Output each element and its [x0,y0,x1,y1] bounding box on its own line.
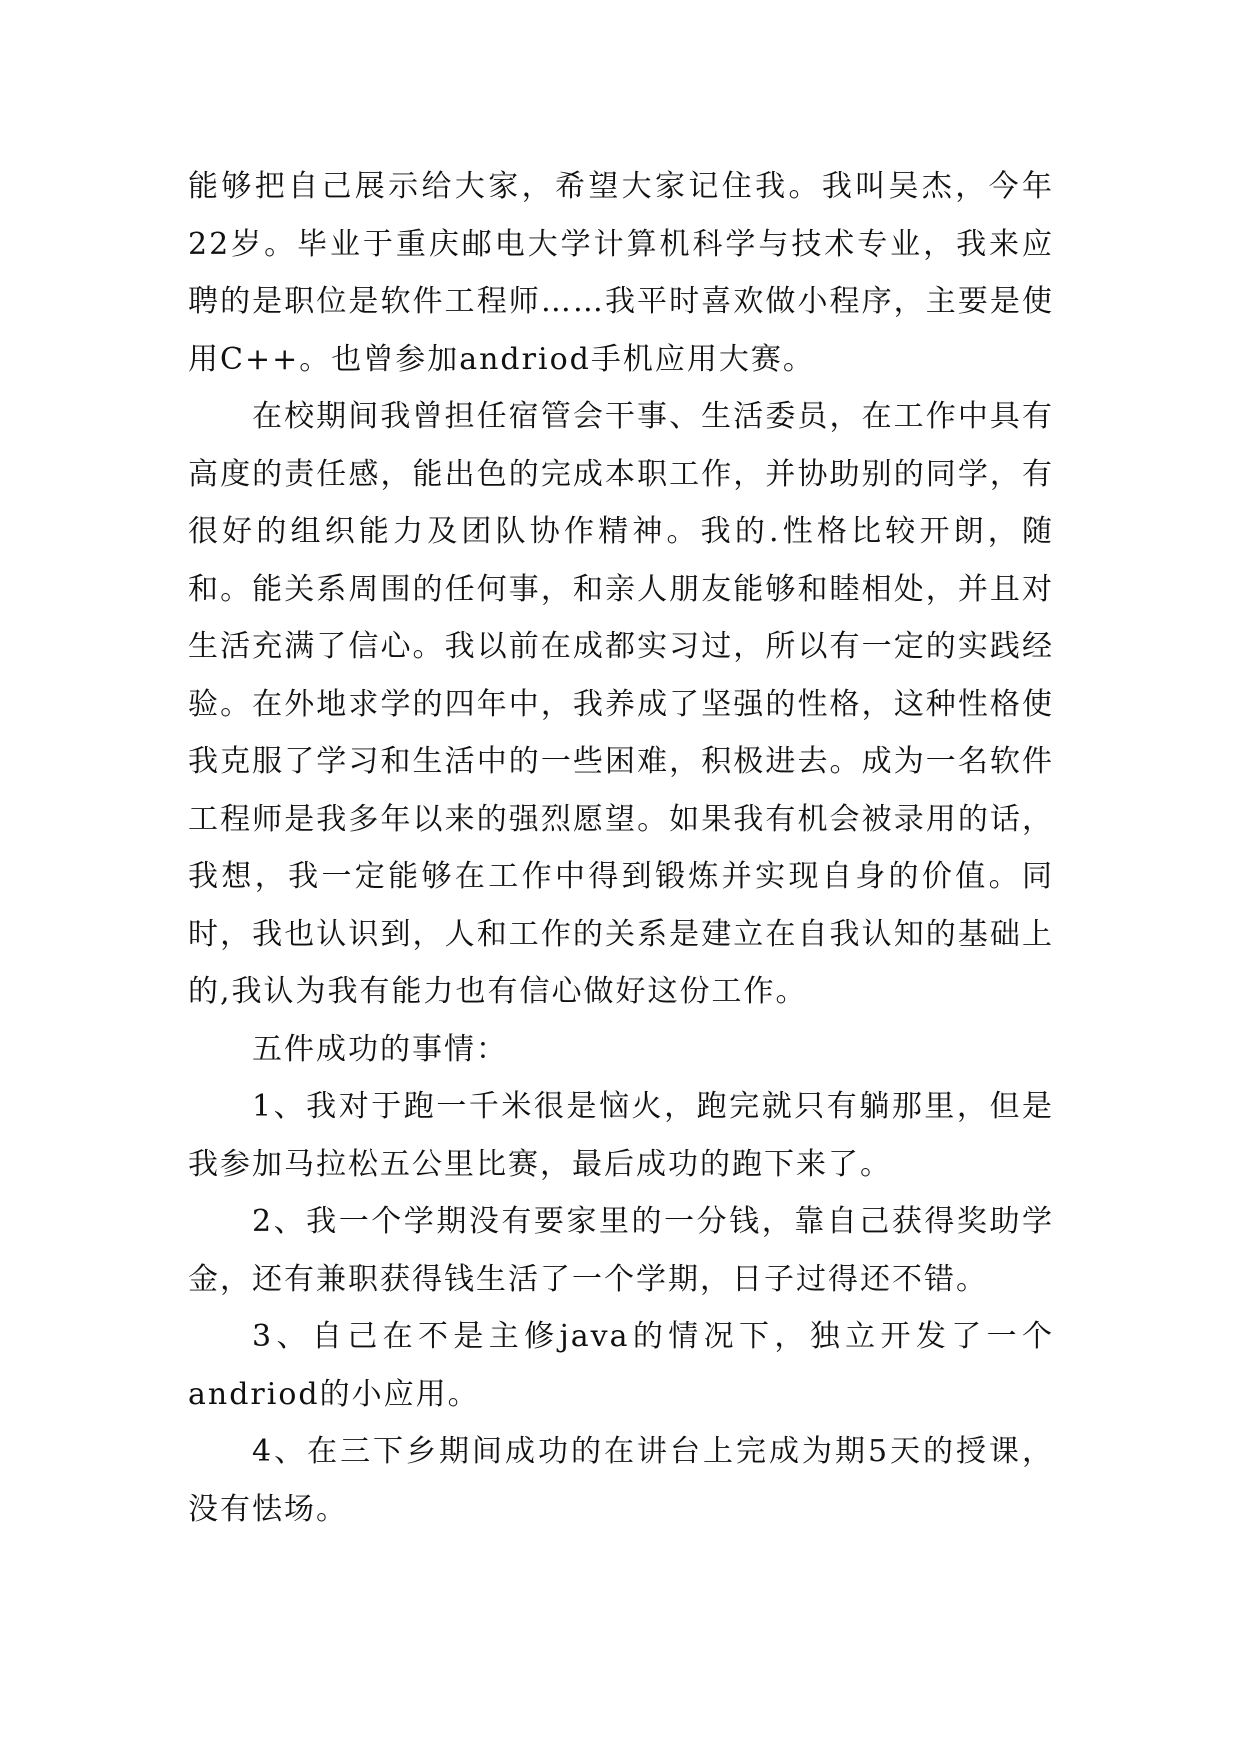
list-item-achievement-3: 3、自己在不是主修java的情况下，独立开发了一个andriod的小应用。 [188,1319,1054,1412]
paragraph-intro: 能够把自己展示给大家，希望大家记住我。我叫吴杰，今年22岁。毕业于重庆邮电大学计算机科学与技术专业，我来应聘的是职位是软件工程师……我平时喜欢做小程序，主要是使用C++。也曾参加andriod手机应用大赛。 [188,169,1054,377]
list-item-achievement-4: 4、在三下乡期间成功的在讲台上完成为期5天的授课，没有怯场。 [188,1434,1054,1527]
paragraph-school-experience: 在校期间我曾担任宿管会干事、生活委员，在工作中具有高度的责任感，能出色的完成本职工作，并协助别的同学，有很好的组织能力及团队协作精神。我的.性格比较开朗，随和。能关系周围的任何事，和亲人朋友能够和睦相处，并且对生活充满了信心。我以前在成都实习过，所以有一定的实践经验。在外地求学的四年中，我养成了坚强的性格，这种性格使我克服了学习和生活中的一些困难，积极进去。成为一名软件工程师是我多年以来的强烈愿望。如果我有机会被录用的话，我想，我一定能够在工作中得到锻炼并实现自身的价值。同时，我也认识到，人和工作的关系是建立在自我认知的基础上的,我认为我有能力也有信心做好这份工作。 [188,399,1054,1009]
list-item-achievement-2: 2、我一个学期没有要家里的一分钱，靠自己获得奖助学金，还有兼职获得钱生活了一个学期，日子过得还不错。 [188,1204,1054,1297]
section-heading-achievements: 五件成功的事情： [252,1031,508,1067]
document-body [188,158,1054,1538]
list-item-achievement-1: 1、我对于跑一千米很是恼火，跑完就只有躺那里，但是我参加马拉松五公里比赛，最后成功的跑下来了。 [188,1089,1054,1182]
